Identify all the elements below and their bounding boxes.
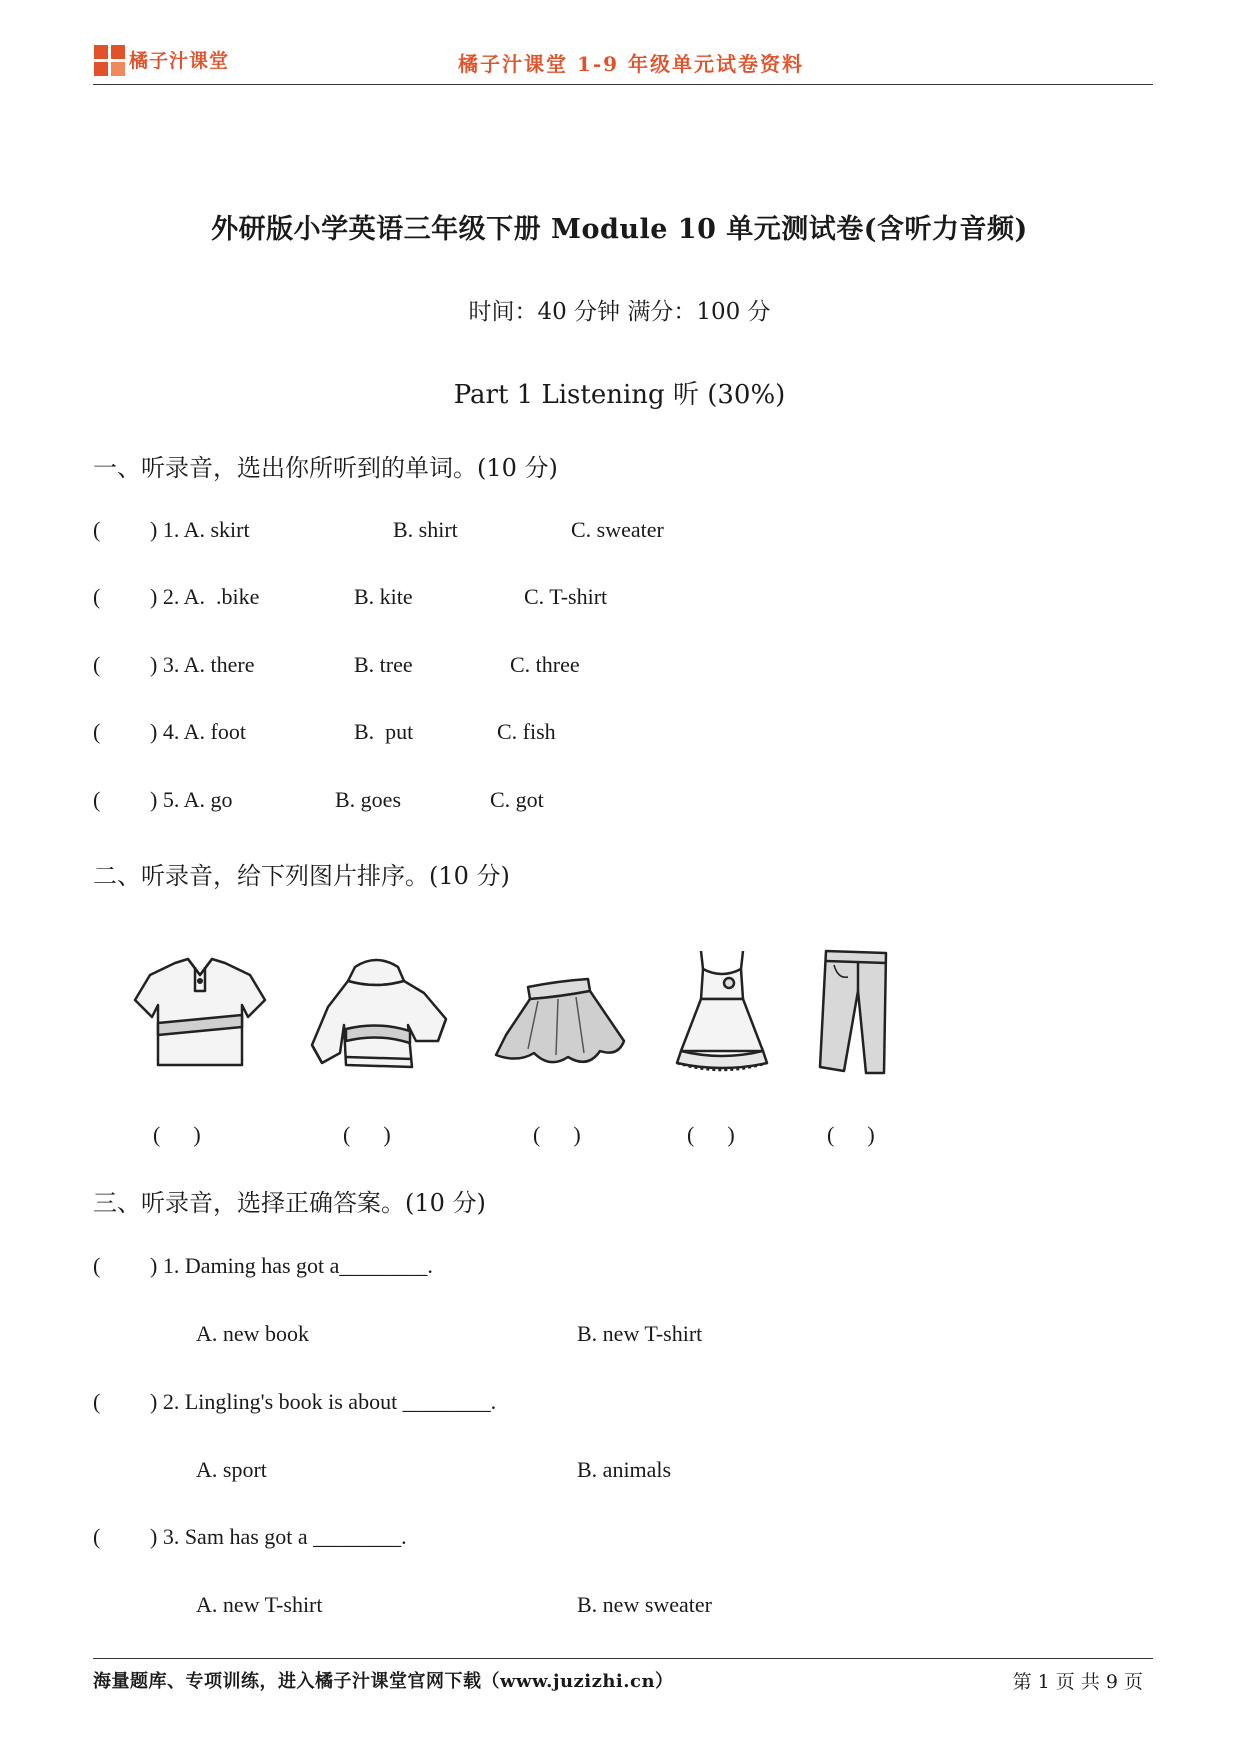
skirt-icon [488,945,630,1080]
question-row [93,584,1093,614]
header-divider [93,84,1153,85]
trousers-icon [808,945,893,1080]
shirt-icon [130,945,270,1080]
logo-text: 橘子汁课堂 [129,50,230,72]
document-subtitle: 时间：40 分钟 满分：100 分 [468,299,771,325]
question-option-b: B. tree [354,652,413,677]
section1-heading: 一、听录音，选出你所听到的单词。(10 分) [93,454,558,482]
answer-option-b: B. new T-shirt [577,1321,703,1346]
answer-option-a: A. sport [196,1457,267,1482]
section3-heading: 三、听录音，选择正确答案。(10 分) [93,1189,486,1217]
answer-paren: ( [93,719,101,744]
picture-order-blank[interactable]: ( ) [687,1122,735,1147]
document-title: 外研版小学英语三年级下册 Module 10 单元测试卷(含听力音频) [211,214,1028,245]
picture-order-blank[interactable]: ( ) [153,1122,201,1147]
question-row [93,787,1093,817]
question-row [93,517,1093,547]
question-option-a: ) 5. A. go [150,787,233,812]
question-option-b: B. shirt [393,517,458,542]
answer-paren: ( [93,787,101,812]
answer-paren: ( [93,1524,101,1549]
part-heading: Part 1 Listening 听 (30%) [453,380,786,410]
question-option-a: ) 1. A. skirt [150,517,250,542]
question-option-c: C. sweater [571,517,664,542]
question-row [93,652,1093,682]
answer-option-b: B. animals [577,1457,672,1482]
picture-order-blank[interactable]: ( ) [343,1122,391,1147]
question-row [93,1389,1093,1419]
answer-paren: ( [93,1389,101,1414]
footer-divider [93,1658,1153,1659]
question-option-a: ) 3. A. there [150,652,255,677]
question-option-c: C. fish [497,719,556,744]
dress-icon [663,945,781,1080]
page-number: 第 1 页 共 9 页 [1012,1671,1143,1693]
picture-order-blank[interactable]: ( ) [827,1122,875,1147]
footer-promo: 海量题库、专项训练，进入橘子汁课堂官网下载（www.juzizhi.cn） [93,1671,674,1692]
picture-order-blank[interactable]: ( ) [533,1122,581,1147]
question-option-b: B. kite [354,584,413,609]
question-text: ) 2. Lingling's book is about ________. [150,1389,497,1414]
answer-paren: ( [93,517,101,542]
page-header [93,40,1153,84]
question-text: ) 1. Daming has got a________. [150,1253,433,1278]
question-option-c: C. got [490,787,544,812]
question-text: ) 3. Sam has got a ________. [150,1524,407,1549]
question-option-b: B. put [354,719,414,744]
question-row [93,1524,1093,1554]
logo-icon [93,44,127,78]
section2-heading: 二、听录音，给下列图片排序。(10 分) [93,862,510,890]
answer-option-a: A. new book [196,1321,310,1346]
question-row [93,719,1093,749]
question-option-c: C. three [510,652,580,677]
answer-paren: ( [93,584,101,609]
question-row [93,1253,1093,1283]
question-option-a: ) 4. A. foot [150,719,246,744]
question-option-b: B. goes [335,787,401,812]
header-title: 橘子汁课堂 1-9 年级单元试卷资料 [458,52,805,76]
answer-option-a: A. new T-shirt [196,1592,323,1617]
answer-paren: ( [93,1253,101,1278]
answer-paren: ( [93,652,101,677]
question-option-c: C. T-shirt [524,584,608,609]
question-option-a: ) 2. A. .bike [150,584,260,609]
answer-option-b: B. new sweater [577,1592,713,1617]
sweater-icon [300,945,452,1080]
